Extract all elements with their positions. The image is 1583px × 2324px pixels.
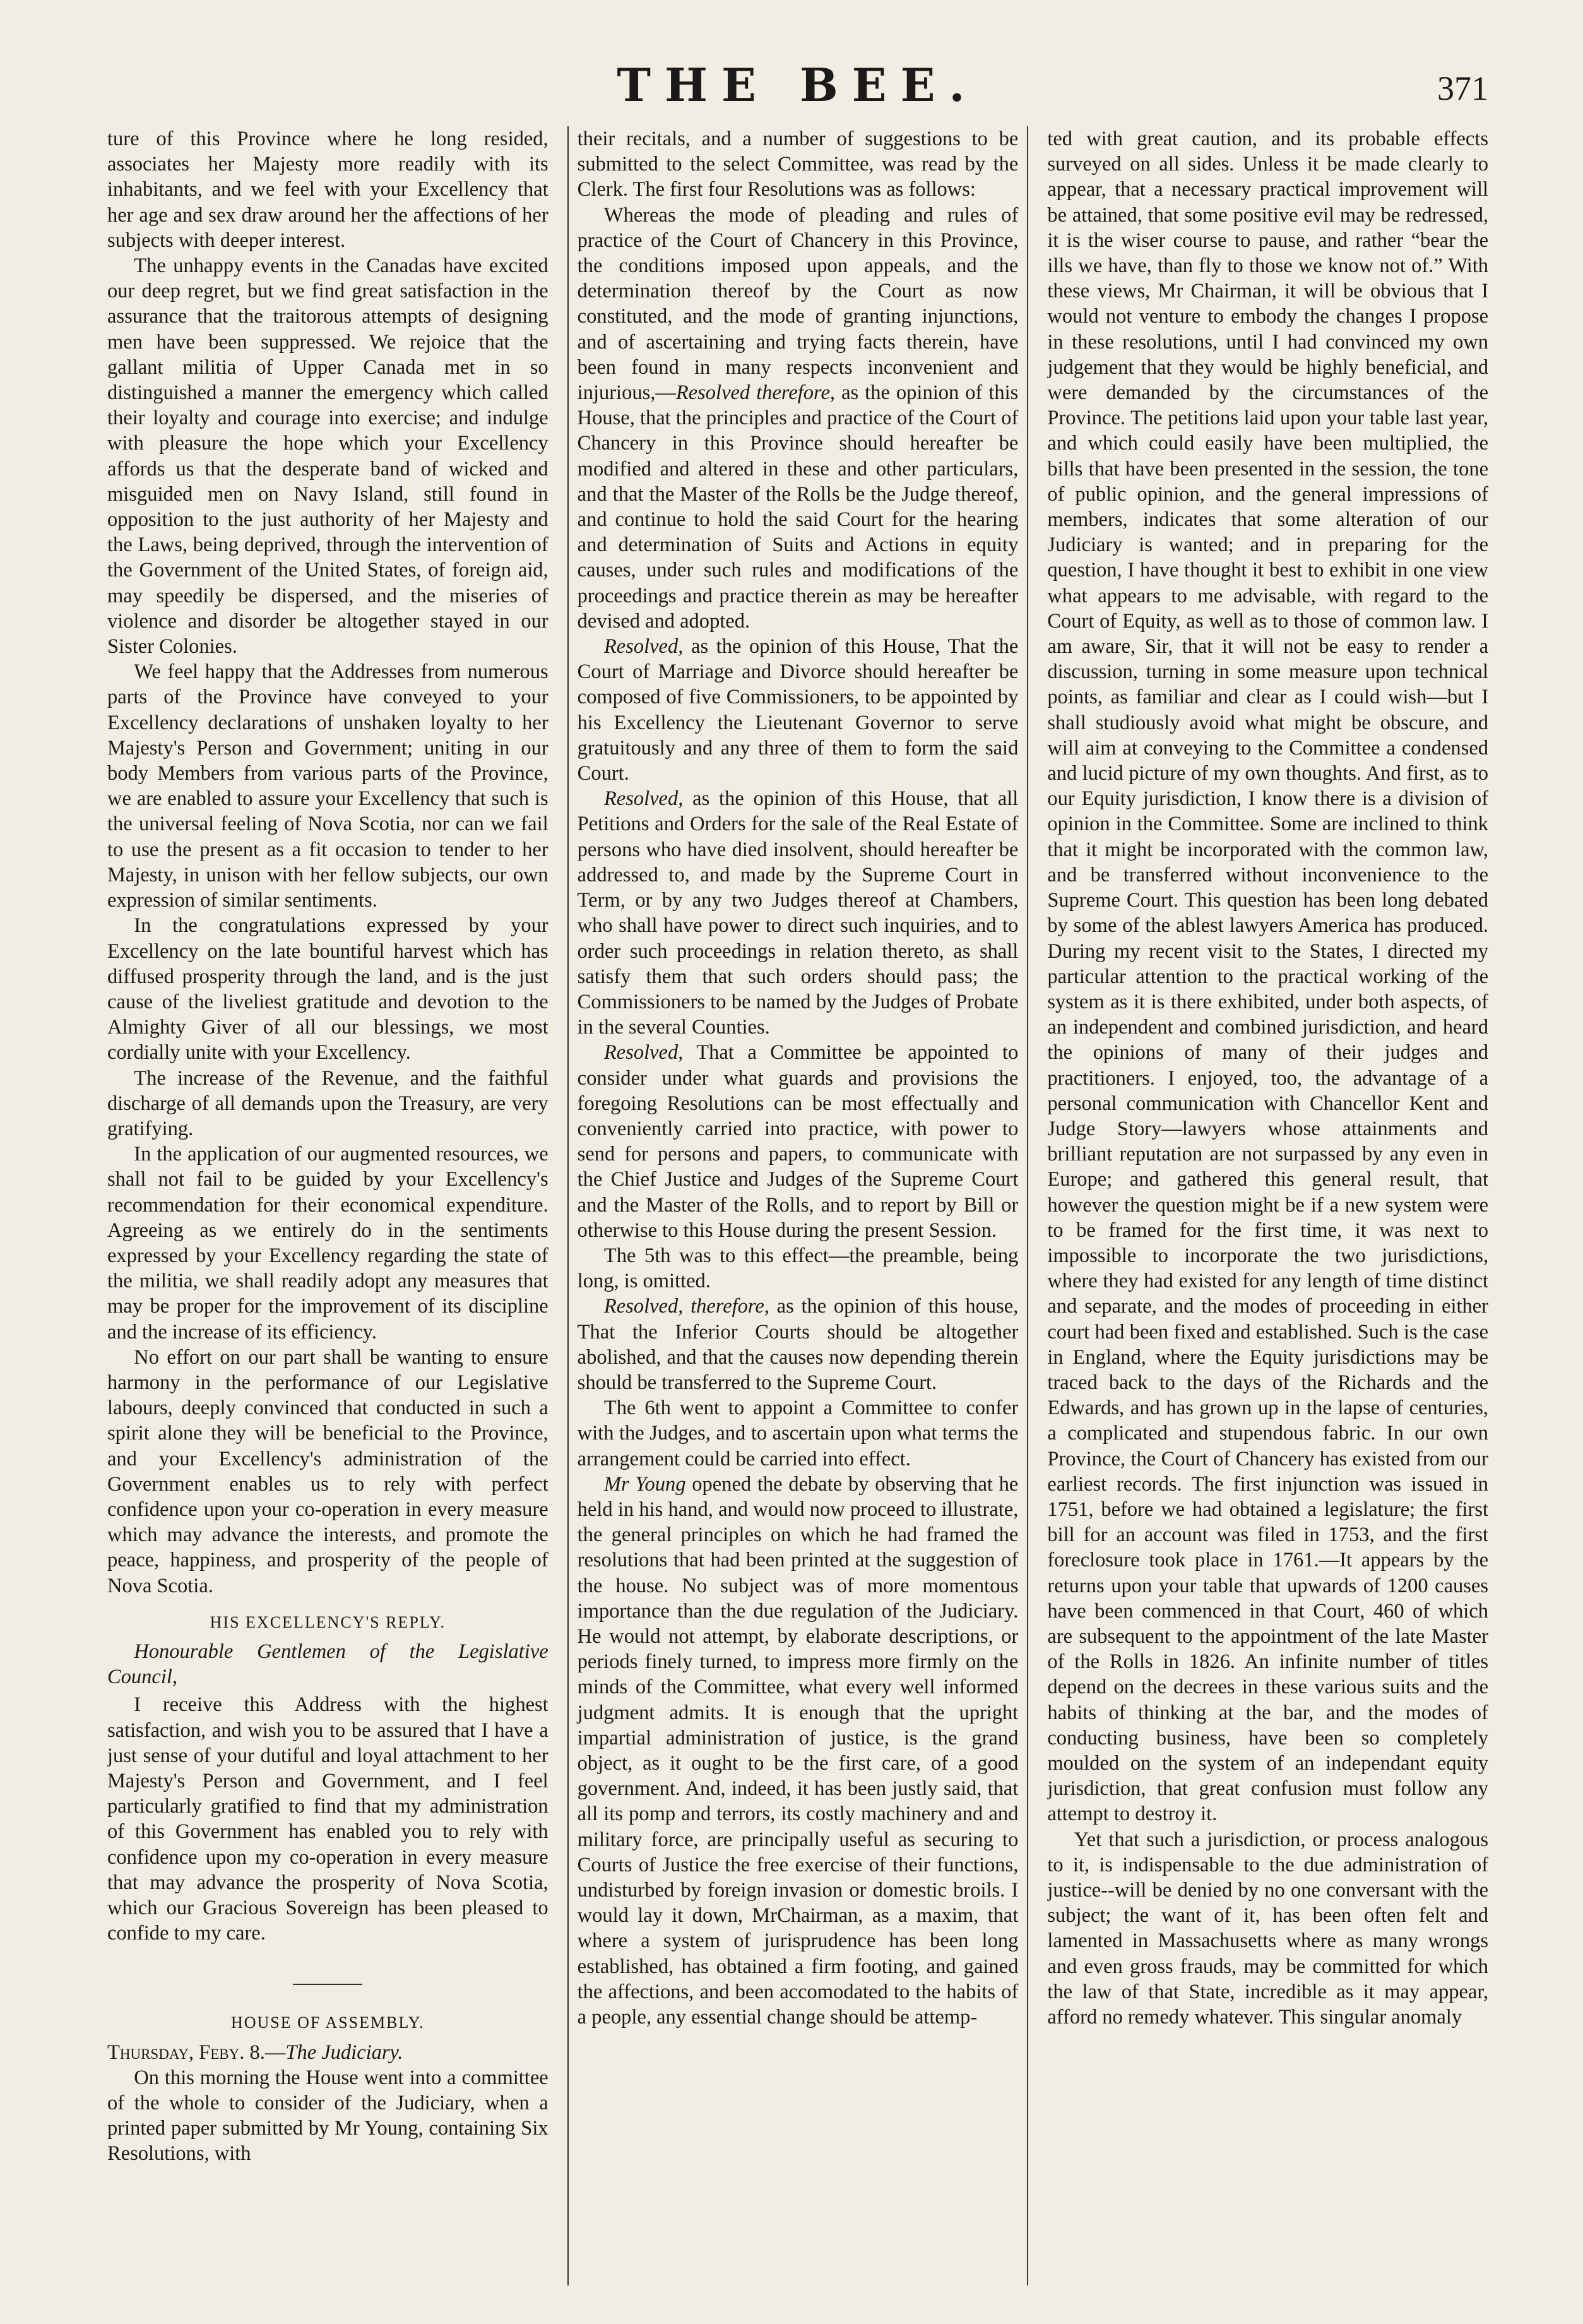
paragraph: In the congratulations expressed by your Excellency on the late bountiful harvest which has diffused prosperity through the land, and is the just cause of the liveliest gratitude and devotion to the Almighty Giver of all our blessings, we most cordially unite with your Excellency.: [107, 914, 548, 1064]
paragraph: We feel happy that the Addresses from numerous parts of the Province have conveyed to your Excellency declarations of unshaken loyalty to her Majesty's Person and Government; uniting in our body Members from various parts of the Province, we are enabled to assure your Excellency that such is the universal feeling of Nova Scotia, nor can we fail to use the present as a fit occasion to tender to her Majesty, in unison with her fellow subjects, our own expression of similar sentiments.: [107, 660, 548, 912]
salutation: Honourable Gentlemen of the Legislative Council,: [107, 1640, 548, 1689]
reply-heading: HIS EXCELLENCY'S REPLY.: [210, 1612, 446, 1631]
dateline-day: Thursday, Feby. 8.—: [107, 2041, 286, 2064]
column-left: [107, 126, 548, 2285]
paragraph: ture of this Province where he long resided, associates her Majesty more readily with its inhabitants, and we feel with your Excellency that her age and sex draw around her the affections of her subjects with deeper interest.: [107, 128, 548, 252]
paragraph: [578, 786, 1019, 1040]
paragraph: their recitals, and a number of suggestions to be submitted to the select Committee, was read by the Clerk. The first four Resolutions was as follows:: [577, 128, 1019, 201]
paragraph: ted with great caution, and its probable effects surveyed on all sides. Unless it be made clearly to appear, that a necessary practical improvement will be attained, that some positive evil may be redressed, it is the wiser course to pause, and rather “bear the ills we have, than fly to those we know not of.” With these views, Mr Chairman, it will be obvious that I would not venture to embody the changes I propose in these resolutions, until I had convinced my own judgement that they would be highly beneficial, and were demanded by the circumstances of the Province. The petitions laid upon your table last year, and which could easily have been multiplied, the bills that have been presented in the session, the tone of public opinion, and the general impressions of members, indicates that some alteration of our Judiciary is wanted; and in preparing for the question, I have thought it best to exhibit in one view what appears to me advisable, with regard to the Court of Equity, as well as to those of common law. I am aware, Sir, that it will not be easy to render a discussion, turning in some measure upon technical points, as familiar and clear as I could wish—but I shall studiously avoid what might be obscure, and will aim at conveying to the Committee a condensed and lucid picture of my own thoughts. And first, as to our Equity jurisdiction, I know there is a division of opinion in the Committee. Some are inclined to think that it might be incorporated with the common law, and be transferred without inconvenience to the Supreme Court. This question has been long debated by some of the ablest lawyers America has produced. During my recent visit to the States, I directed my particular attention to the practical working of the system as it is there exhibited, under both aspects, of an independent and combined jurisdiction, and heard the opinions of many of their judges and practitioners. I enjoyed, too, the advantage of a personal communication with Chancellor Kent and Judge Story—lawyers whose attainments and brilliant reputation are not surpassed by any even in Europe; and gathered this general result, that however the question might be if a new system were to be framed for the first time, it was next to impossible to incorporate the two jurisdictions, where they had existed for any length of time distinct and separate, and the modes of proceeding in either court had been fixed and established. Such is the case in England, where the Equity jurisdictions may be traced back to the days of the Richards and the Edwards, and has grown up in the lapse of centuries, a complicated and stupendous fabric. In our own Province, the Court of Chancery has existed from our earliest records. The first injunction was issued in 1751, before we had obtained a legislature; the first bill for an account was filed in 1753, and the first foreclosure took place in 1761.—It appears by the returns upon your table that upwards of 1200 causes have been commenced in that Court, 460 of which are subsequent to the appointment of the late Master of the Rolls in 1826. An infinite number of titles depend on the decrees in these various suits and the habits of thinking at the bar, and the modes of conducting business, have been so completely moulded on the system of an independant equity jurisdiction, that great confusion must follow any attempt to destroy it.: [1047, 128, 1488, 1826]
paragraph: [578, 203, 1019, 634]
section-divider: [293, 1984, 362, 1985]
text-run-italic: Resolved,: [603, 787, 684, 811]
text-run-italic: Resolved, therefore,: [603, 1295, 769, 1318]
paragraph: [578, 1294, 1019, 1395]
text-run-italic: Resolved,: [603, 1041, 684, 1064]
text-run-italic: Resolved,: [603, 635, 684, 658]
paragraph: I receive this Address with the highest satisfaction, and wish you to be assured that I have a just sense of your dutiful and loyal attachment to her Majesty's Person and Government, and I feel particularly gratified to find that my administration of this Government has enabled you to rely with confidence upon my co-operation in every measure that may advance the prosperity of Nova Scotia, which our Gracious Sovereign has been pleased to confide to my care.: [107, 1693, 548, 1945]
text-run: as the opinion of this House, that all Petitions and Orders for the sale of the Real Estate of persons who have died insolvent, should hereafter be addressed to, and made by the Supreme Court in Term, or by any two Judges thereof at Chambers, who shall have power to direct such inquiries, and to order such proceedings in relation thereto, as shall satisfy them that such orders should pass; the Commissioners to be named by the Judges of Probate in the several Counties.: [577, 787, 1019, 1039]
paragraph: [578, 1040, 1019, 1243]
paragraph: The unhappy events in the Canadas have excited our deep regret, but we find great satisfaction in the assurance that the traitorous attempts of designing men have been suppressed. We rejoice that the gallant militia of Upper Canada met in so distinguished a manner the emergency which called their loyalty and courage into exercise; and indulge with pleasure the hope which your Excellency affords us that the desperate band of wicked and misguided men on Navy Island, still found in opposition to the just authority of her Majesty and the Laws, being deprived, through the intervention of the Government of the United States, of foreign aid, may speedily be dispersed, and the miseries of violence and disorder be altogether stayed in our Sister Colonies.: [107, 254, 548, 658]
text-run: as the opinion of this house, That the Inferior Courts should be altogether abolished, and that the causes now depending therein should be transferred to the Supreme Court.: [577, 1295, 1019, 1394]
dateline-topic: The Judiciary.: [285, 2041, 403, 2064]
text-run: That a Committee be appointed to consider under what guards and provisions the foregoing Resolutions can be most effectually and conveniently carried into practice, with power to send for persons and papers, to communicate with the Chief Justice and Judges of the Supreme Court and the Master of the Rolls, and to report by Bill or otherwise to this House during the present Session.: [577, 1041, 1019, 1242]
paragraph: [578, 634, 1019, 786]
paragraph: Yet that such a jurisdiction, or process analogous to it, is indispensable to the due administration of justice--will be denied by no one conversant with the subject; the want of it, has been often felt and lamented in Massachusetts where as many wrongs and even gross frauds, may be committed for which the law of that State, incredible as it may appear, afford no remedy whatever. This singular anomaly: [1047, 1828, 1488, 2029]
column-middle: [567, 126, 1029, 2285]
paragraph: The increase of the Revenue, and the faithful discharge of all demands upon the Treasury, are very gratifying.: [107, 1066, 548, 1140]
paragraph: The 5th was to this effect—the preamble, being long, is omitted.: [577, 1244, 1019, 1293]
text-columns: [107, 126, 1488, 2285]
newspaper-title: THE BEE.: [617, 58, 979, 112]
assembly-heading: HOUSE OF ASSEMBLY.: [230, 2013, 425, 2032]
masthead: [107, 44, 1488, 126]
text-run: as the opinion of this House, that the principles and practice of the Court of Chancery in this Province should hereafter be modified and altered in these and other particulars, and that the Master of the Rolls be the Judge thereof, and continue to hold the said Court for the hearing and determination of Suits and Actions in equity causes, under such rules and modifications of the proceedings and practice therein as may be hereafter devised and adopted.: [577, 381, 1019, 633]
page-number: 371: [1437, 69, 1488, 107]
text-run-italic: Resolved therefore,: [675, 381, 836, 405]
text-run-italic: Mr Young: [603, 1472, 686, 1496]
text-run: Whereas the mode of pleading and rules of practice of the Court of Chancery in this Province, the conditions imposed upon appeals, and the determination thereof by the Court as now constituted, and the mode of granting injunctions, and of ascertaining and trying facts therein, have been found in many respects inconvenient and injurious,—: [577, 203, 1019, 405]
paragraph: In the application of our augmented resources, we shall not fail to be guided by your Excellency's recommendation for their economical expenditure. Agreeing as we entirely do in the sentiments expressed by your Excellency regarding the state of the militia, we shall readily adopt any measures that may be proper for the improvement of its discipline and the increase of its efficiency.: [107, 1143, 548, 1344]
text-run: opened the debate by observing that he held in his hand, and would now proceed to illustrate, the general principles on which he had framed the resolutions that had been printed at the suggestion of the house. No subject was of more momentous importance than the due regulation of the Judiciary. He would not attempt, by elaborate descriptions, or periods finely turned, to impress more firmly on the minds of the Committee, what every well informed judgment admits. It is enough that the upright impartial administration of justice, is the grand object, as it ought to be the first care, of a good government. And, indeed, it has been justly said, that all its pomp and terrors, its costly machinery and and military force, are principally useful as securing to Courts of Justice the free exercise of their functions, undisturbed by foreign invasion or domestic broils. I would lay it down, MrChairman, as a maxim, that where a system of jurisprudence has been long established, has obtained a firm footing, and gained the affections, and been accomodated to the habits of a people, any essential change should be attemp-: [577, 1472, 1019, 2029]
text-run: as the opinion of this House, That the Court of Marriage and Divorce should hereafter be composed of five Commissioners, to be appointed by his Excellency the Lieutenant Governor to serve gratuitously and any three of them to form the said Court.: [577, 635, 1019, 785]
paragraph: The 6th went to appoint a Committee to confer with the Judges, and to ascertain upon what terms the arrangement could be carried into effect.: [577, 1397, 1019, 1470]
paragraph: [578, 1472, 1019, 2030]
column-right: [1047, 126, 1488, 2285]
paragraph: No effort on our part shall be wanting to ensure harmony in the performance of our Legislative labours, deeply convinced that conducted in such a spirit alone they will be beneficial to the Province, and your Excellency's administration of the Government enables us to rely with perfect confidence upon your co-operation in every measure which may advance the interests, and promote the peace, happiness, and prosperity of the people of Nova Scotia.: [107, 1345, 548, 1597]
dateline: [107, 2040, 548, 2065]
paragraph: On this morning the House went into a committee of the whole to consider of the Judiciary, when a printed paper submitted by Mr Young, containing Six Resolutions, with: [107, 2066, 548, 2166]
